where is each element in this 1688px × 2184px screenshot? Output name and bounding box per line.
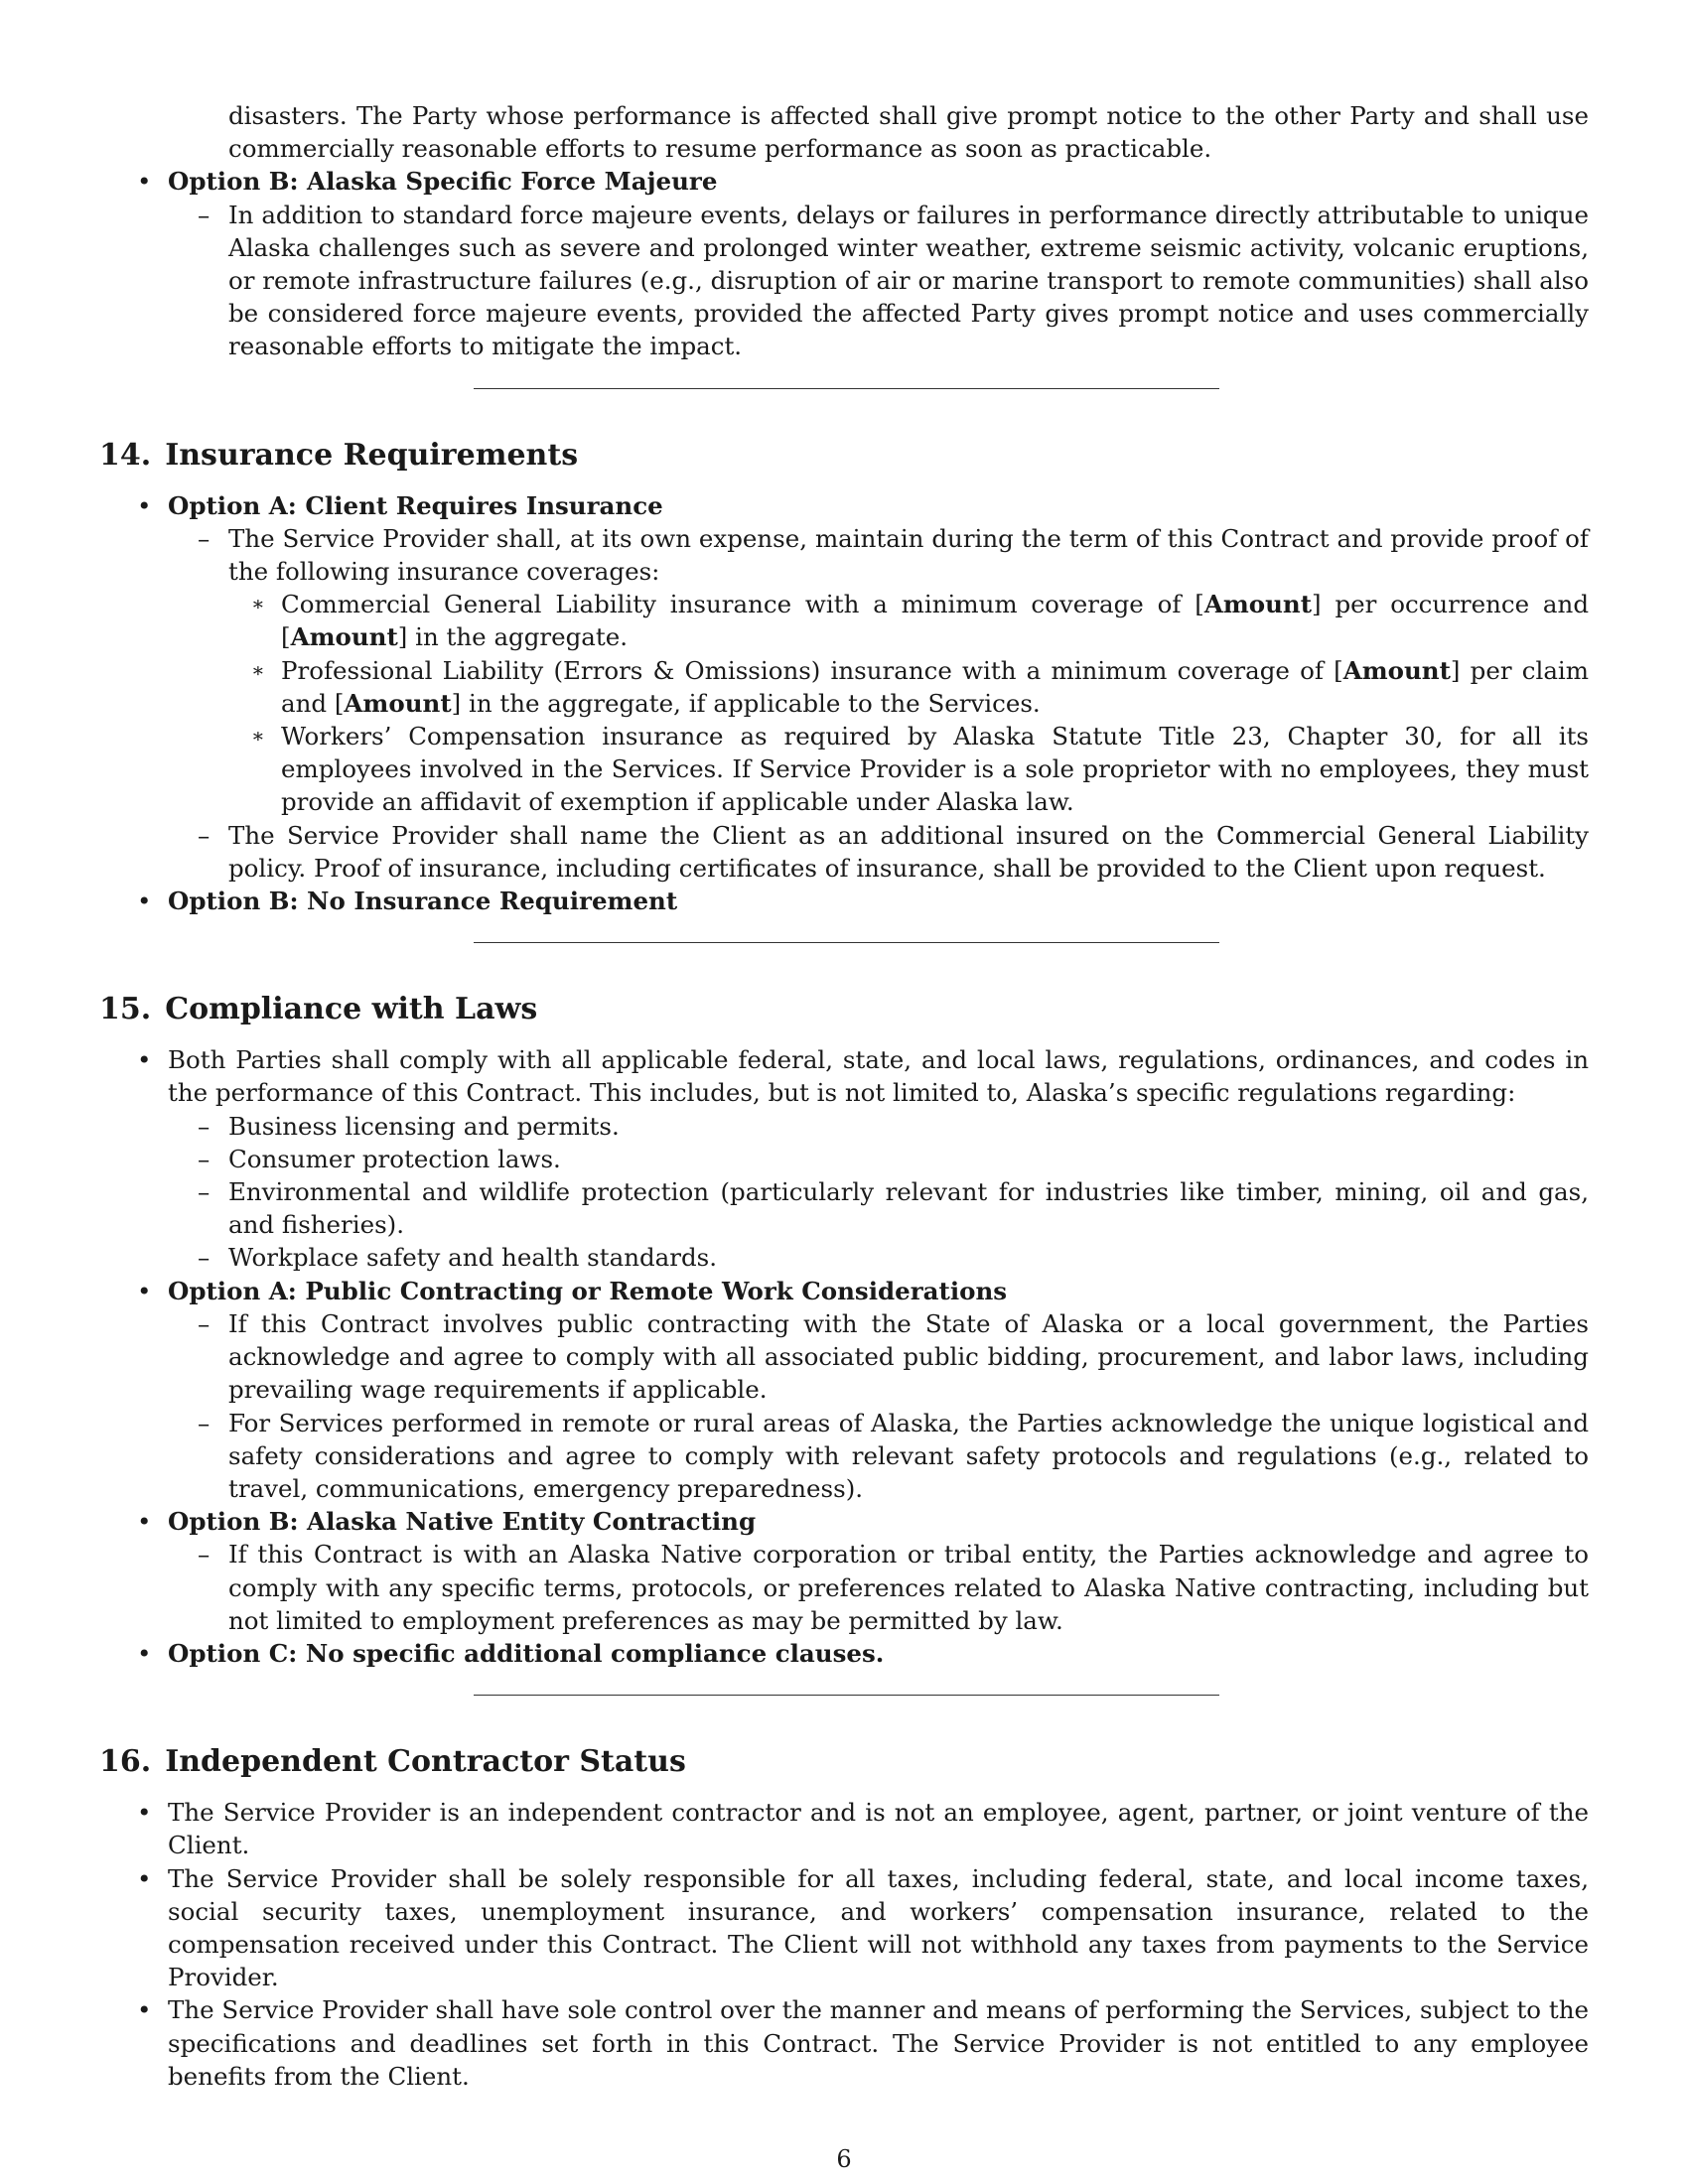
section-number: 15. [99,992,152,1027]
list-item [99,1307,1589,1407]
page-content [99,99,1589,2093]
amount-placeholder: Amount [344,688,452,718]
section-title: Independent Contractor Status [165,1744,686,1780]
bullet-marker: • [137,1276,152,1305]
list-item-text: The Service Provider shall, at its own expense, maintain during the term of this Contract and provide proof of the following insurance coverages: [228,523,1589,587]
dash-marker: – [198,1308,211,1338]
dash-marker: – [198,200,211,229]
text-run: ] in the aggregate. [397,622,629,652]
list-item [99,1505,1589,1538]
list-item [99,1538,1589,1637]
bullet-marker: • [137,1507,152,1537]
bullet-marker: • [137,490,152,520]
dash-marker: – [198,1408,211,1437]
section-heading-16 [99,1742,1589,1782]
bullet-marker: • [137,167,152,197]
dash-marker: – [198,1177,211,1207]
list-item-text [281,588,1589,653]
list-item [99,885,1589,917]
list-item-text: If this Contract involves public contracting with the State of Alaska or a local government, the Parties acknowledge and agree to comply with all associated public bidding, procurement, and labor laws, including prevailing wage requirements if applicable. [228,1308,1589,1405]
list-item-text: Environmental and wildlife protection (particularly relevant for industries like timber, mining, oil and gas, and fisheries). [228,1177,1589,1240]
list-item [99,1275,1589,1307]
star-marker: ∗ [251,657,265,682]
option-heading: Option B: Alaska Specific Force Majeure [168,167,718,197]
list-item-text: The Service Provider shall name the Client as an additional insured on the Commercial General Liability policy. Proof of insurance, including certificates of insurance, shall be provided to the Client upon request. [228,820,1589,883]
section-divider [474,388,1219,389]
option-heading: Option B: Alaska Native Entity Contracting [168,1507,757,1537]
section-divider [474,1695,1219,1696]
dash-marker: – [198,820,211,850]
star-marker: ∗ [251,724,265,749]
list-item-text: Workplace safety and health standards. [228,1243,718,1273]
list-item-text: Consumer protection laws. [228,1144,561,1173]
bullet-marker: • [137,1045,152,1075]
list-item [99,588,1589,653]
section-heading-15 [99,990,1589,1029]
list-item [99,1241,1589,1274]
text-run: ] per claim and [ [281,655,1589,718]
list-item [99,522,1589,588]
dash-marker: – [198,1540,211,1570]
list-item [99,199,1589,363]
bullet-marker: • [137,1863,152,1893]
section-title: Insurance Requirements [165,437,579,473]
list-item [99,720,1589,819]
section-title: Compliance with Laws [165,992,538,1027]
text-run: ] in the aggregate, if applicable to the Services. [451,688,1041,718]
dash-marker: – [198,1111,211,1141]
list-item-text: The Service Provider shall be solely responsible for all taxes, including federal, state, and local income taxes, social security taxes, unemployment insurance, and workers’ compensation insurance, related to the compensation received under this Contract. The Client will not withhold any taxes from payments to the Service Provider. [168,1863,1589,1992]
list-item [99,819,1589,885]
section-number: 16. [99,1744,152,1780]
amount-placeholder: Amount [1342,655,1451,685]
section-number: 14. [99,437,152,473]
list-item-text: The Service Provider is an independent contractor and is not an employee, agent, partner, or joint venture of the Client. [168,1798,1589,1860]
bullet-marker: • [137,1995,152,2025]
force-majeure-continuation: disasters. The Party whose performance is affected shall give prompt notice to the other Party and shall use commercially reasonable efforts to resume performance as soon as practicable. [228,101,1589,164]
list-item-text: Business licensing and permits. [228,1111,620,1141]
star-marker: ∗ [251,592,265,616]
list-item [99,1043,1589,1109]
bullet-marker: • [137,1798,152,1828]
list-item [99,1175,1589,1241]
list-item-text: For Services performed in remote or rural areas of Alaska, the Parties acknowledge the unique logistical and safety considerations and agree to comply with relevant safety protocols and regulations (e.g., related to travel, communications, emergency preparedness). [228,1408,1589,1503]
list-item [99,1407,1589,1506]
text-run: Professional Liability (Errors & Omissions) insurance with a minimum coverage of [ [281,655,1343,685]
dash-marker: – [198,1144,211,1173]
option-heading: Option B: No Insurance Requirement [168,887,678,916]
list-item [99,1796,1589,1861]
list-item [99,1862,1589,1994]
list-item [99,1637,1589,1670]
list-item [99,654,1589,720]
list-item [99,1993,1589,2093]
list-item [99,165,1589,198]
list-item-text: If this Contract is with an Alaska Native corporation or tribal entity, the Parties acknowledge and agree to comply with any specific terms, protocols, or preferences related to Alaska Native contracting, including but not limited to employment preferences as may be permitted by law. [228,1540,1589,1635]
text-run: Commercial General Liability insurance with a minimum coverage of [ [281,590,1204,619]
list-item [99,1143,1589,1175]
dash-marker: – [198,523,211,553]
list-item-text: Both Parties shall comply with all applicable federal, state, and local laws, regulations, ordinances, and codes in the performance of this Contract. This includes, but is not limited to, Alaska’s specific regulations regarding: [168,1045,1589,1108]
section-heading-14 [99,436,1589,476]
page-number: 6 [836,2145,852,2173]
text-run: ] per occurrence and [ [281,590,1590,652]
option-heading: Option A: Public Contracting or Remote Work Considerations [168,1276,1008,1305]
dash-marker: – [198,1243,211,1273]
option-heading: Option C: No specific additional compliance clauses. [168,1638,885,1668]
bullet-marker: • [137,887,152,916]
section-divider [474,942,1219,943]
amount-placeholder: Amount [290,622,398,652]
list-item [99,489,1589,522]
list-item-text: In addition to standard force majeure events, delays or failures in performance directly attributable to unique Alaska challenges such as severe and prolonged winter weather, extreme seismic activity, volcanic eruptions, or remote infrastructure failures (e.g., disruption of air or marine transport to remote communities) shall also be considered force majeure events, provided the affected Party gives prompt notice and uses commercially reasonable efforts to mitigate the impact. [228,200,1589,361]
list-item [99,1110,1589,1143]
list-item-text: Workers’ Compensation insurance as required by Alaska Statute Title 23, Chapter 30, for all its employees involved in the Services. If Service Provider is a sole proprietor with no employees, they must provide an affidavit of exemption if applicable under Alaska law. [281,722,1589,817]
bullet-marker: • [137,1638,152,1668]
amount-placeholder: Amount [1203,590,1313,619]
list-item-text [281,654,1589,720]
option-heading: Option A: Client Requires Insurance [168,490,663,520]
list-item-text: The Service Provider shall have sole control over the manner and means of performing the Services, subject to the specifications and deadlines set forth in this Contract. The Service Provider is not entitled to any employee benefits from the Client. [168,1995,1589,2091]
